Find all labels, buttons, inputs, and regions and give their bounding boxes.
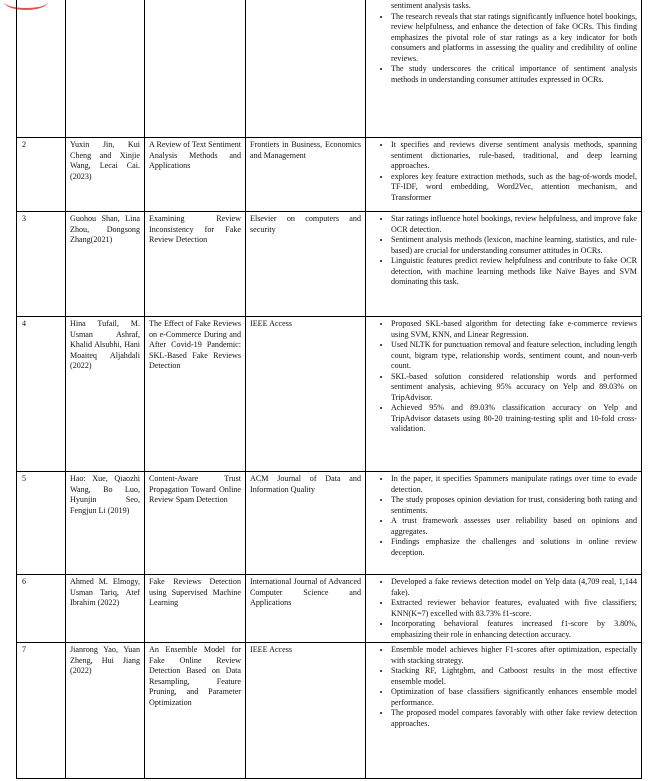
authors-cell xyxy=(66,0,145,138)
table-row xyxy=(17,212,642,317)
authors-cell: Hina Tufail, M. Usman Ashraf, Khalid Alsubhi, Hani Moaiteq Aljahdali (2022) xyxy=(66,317,145,472)
literature-review-table xyxy=(16,0,642,779)
journal-cell: IEEE Access xyxy=(246,643,366,779)
title-cell: A Review of Text Sentiment Analysis Methods and Applications xyxy=(145,138,246,212)
list-item: • Used NLTK for punctuation removal and feature selection, including length count, bigram type, relationship words, sentiment count, and noun-verb count. xyxy=(391,340,637,372)
authors-cell: Guohou Shan, Lina Zhou, Dongsong Zhang(2021) xyxy=(66,212,145,317)
journal-cell: Elsevier on computers and security xyxy=(246,212,366,317)
list-item: • Extracted reviewer behavior features, evaluated with five classifiers; KNN(K=7) excelled with 83.73% f1-score. xyxy=(391,598,637,619)
journal-cell: International Journal of Advanced Computer Science and Applications xyxy=(246,575,366,643)
list-item: • Findings emphasize the challenges and solutions in online review deception. xyxy=(391,537,637,558)
journal-cell: IEEE Access xyxy=(246,317,366,472)
title-cell: Fake Reviews Detection using Supervised Machine Learning xyxy=(145,575,246,643)
list-item: • The study underscores the critical importance of sentiment analysis methods in understanding consumer attitudes expressed in OCRs. xyxy=(391,64,637,85)
title-cell: The Effect of Fake Reviews on e-Commerce During and After Covid-19 Pandemic: SKL-Based Fake Reviews Detection xyxy=(145,317,246,472)
findings-cell xyxy=(366,317,642,472)
row-number: 4 xyxy=(17,317,66,472)
findings-list xyxy=(370,319,637,435)
list-item: • explores key feature extraction methods, such as the bag-of-words model, TF-IDF, word embedding, Word2Vec, attention mechanism, and Transformer xyxy=(391,172,637,204)
findings-list xyxy=(370,12,637,86)
list-item: • It specifies and reviews diverse sentiment analysis methods, spanning sentiment dictionaries, rule-based, traditional, and deep learning approaches. xyxy=(391,140,637,172)
list-item: • The research reveals that star ratings significantly influence hotel bookings, review helpfulness, and enhance the detection of fake OCRs. This finding emphasizes the pivotal role of star ratings as a key indicator for both consumers and platforms in assessing the quality and credibility of online reviews. xyxy=(391,12,637,65)
list-item: • SKL-based solution considered relationship words and performed sentiment analysis, achieving 95% accuracy on Yelp and 89.03% on TripAdvisor. xyxy=(391,372,637,404)
list-item: • Ensemble model achieves higher F1-scores after optimization, especially with stacking strategy. xyxy=(391,645,637,666)
table-row xyxy=(17,138,642,212)
table-row xyxy=(17,643,642,779)
authors-cell: Jianrong Yao, Yuan Zheng, Hui Jiang (2022) xyxy=(66,643,145,779)
findings-cell xyxy=(366,575,642,643)
list-item: • Star ratings influence hotel bookings, review helpfulness, and improve fake OCR detection. xyxy=(391,214,637,235)
journal-cell: ACM Journal of Data and Information Quality xyxy=(246,472,366,575)
journal-cell: Frontiers in Business, Economics and Management xyxy=(246,138,366,212)
table-row xyxy=(17,0,642,138)
list-item: • Proposed SKL-based algorithm for detecting fake e-commerce reviews using SVM, KNN, and Linear Regression. xyxy=(391,319,637,340)
row-number: 2 xyxy=(17,138,66,212)
list-item: • A trust framework assesses user reliability based on opinions and aggregates. xyxy=(391,516,637,537)
list-item: • The study proposes opinion deviation for trust, considering both rating and sentiments. xyxy=(391,495,637,516)
row-number: 7 xyxy=(17,643,66,779)
list-item: • The proposed model compares favorably with other fake review detection approaches. xyxy=(391,708,637,729)
row-number: 6 xyxy=(17,575,66,643)
findings-list xyxy=(370,214,637,288)
findings-list xyxy=(370,474,637,558)
row-number: 5 xyxy=(17,472,66,575)
table-row xyxy=(17,575,642,643)
list-item: • Incorporating behavioral features increased f1-score by 3.80%, emphasizing their role in enhancing detection accuracy. xyxy=(391,619,637,640)
table-row xyxy=(17,317,642,472)
title-cell: An Ensemble Model for Fake Online Review Detection Based on Data Resampling, Feature Pruning, and Parameter Optimization xyxy=(145,643,246,779)
list-item: • Optimization of base classifiers significantly enhances ensemble model performance. xyxy=(391,687,637,708)
table-row xyxy=(17,472,642,575)
list-item: • Stacking RF, Lightgbm, and Catboost results in the most effective ensemble model. xyxy=(391,666,637,687)
list-item: • Achieved 95% and 89.03% classification accuracy on Yelp and TripAdvisor datasets using 80-20 training-testing split and 10-fold cross-validation. xyxy=(391,403,637,435)
continued-text: sentiment analysis tasks. xyxy=(391,1,471,10)
findings-cell xyxy=(366,138,642,212)
list-item: • Developed a fake reviews detection model on Yelp data (4,709 real, 1,144 fake). xyxy=(391,577,637,598)
authors-cell: Ahmed M. Elmogy, Usman Tariq, Atef Ibrahim (2022) xyxy=(66,575,145,643)
findings-list xyxy=(370,645,637,729)
findings-list xyxy=(370,577,637,640)
list-item: • Sentiment analysis methods (lexicon, machine learning, statistics, and rule-based) are crucial for understanding consumer attitudes in OCRs. xyxy=(391,235,637,256)
findings-list xyxy=(370,140,637,203)
title-cell: Content-Aware Trust Propagation Toward Online Review Spam Detection xyxy=(145,472,246,575)
authors-cell: Yuxin Jin, Kui Cheng and Xinjie Wang, Lecai Cai.(2023) xyxy=(66,138,145,212)
title-cell: Examining Review Inconsistency for Fake Review Detection xyxy=(145,212,246,317)
findings-cell xyxy=(366,643,642,779)
list-item: • Linguistic features predict review helpfulness and contribute to fake OCR detection, with machine learning methods like Naïve Bayes and SVM dominating this task. xyxy=(391,256,637,288)
row-number: 3 xyxy=(17,212,66,317)
row-number xyxy=(17,0,66,138)
authors-cell: Hao: Xue, Qiaozhi Wang, Bo Luo, Hyunjin Seo, Fengjun Li (2019) xyxy=(66,472,145,575)
journal-cell xyxy=(246,0,366,138)
title-cell xyxy=(145,0,246,138)
findings-cell xyxy=(366,472,642,575)
findings-cell xyxy=(366,0,642,138)
findings-cell xyxy=(366,212,642,317)
list-item: • In the paper, it specifies Spammers manipulate ratings over time to evade detection. xyxy=(391,474,637,495)
